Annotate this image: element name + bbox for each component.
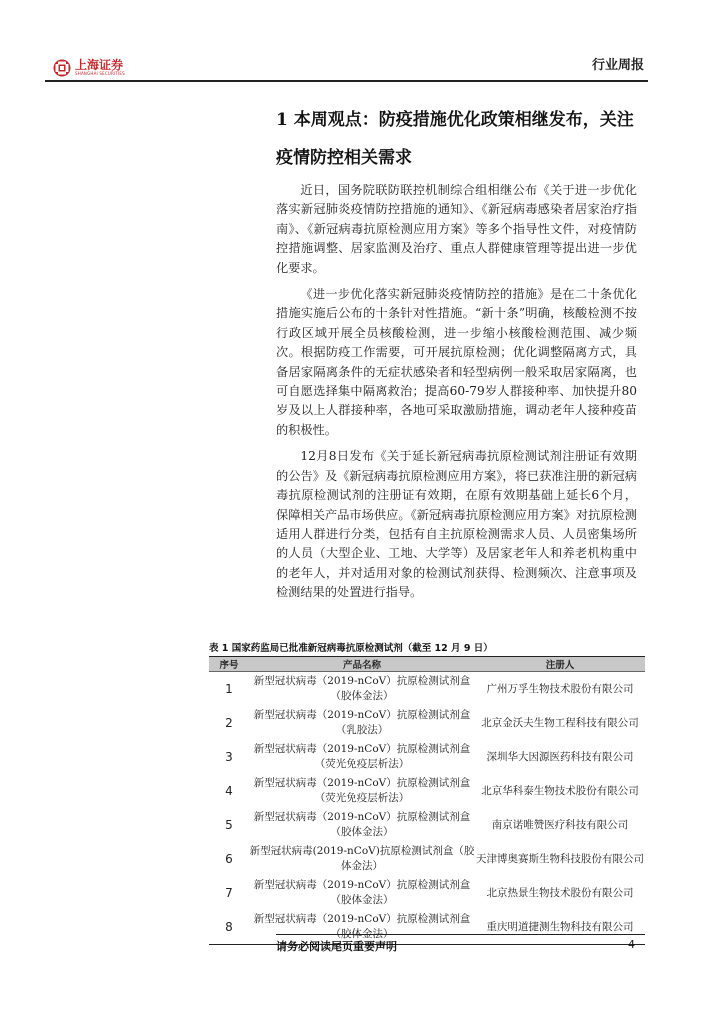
cell-registrant: 北京华科泰生物技术股份有限公司	[481, 784, 639, 797]
cell-product: 新型冠状病毒（2019-nCoV）抗原检测试剂盒（胶体金法）	[253, 675, 471, 702]
logo-english-name: SHANGHAI SECURITIES	[75, 71, 125, 76]
cell-product: 新型冠状病毒（2019-nCoV）抗原检测试剂盒（胶体金法）	[253, 879, 471, 906]
cell-product: 新型冠状病毒（2019-nCoV）抗原检测试剂盒（荧光免疫层析法）	[253, 743, 471, 770]
table-caption: 表 1 国家药监局已批准新冠病毒抗原检测试剂（截至 12 月 9 日）	[209, 643, 493, 654]
cell-number: 1	[225, 681, 233, 696]
paragraph: 12月8日发布《关于延长新冠病毒抗原检测试剂注册证有效期的公告》及《新冠病毒抗原检测应用方案》，将已获准注册的新冠病毒抗原检测试剂的注册证有效期，在原有效期基础上延长6个月，保障相关产品市场供应。《新冠病毒抗原检测应用方案》对抗原检测适用人群进行分类，包括有自主抗原检测需求人员、人员密集场所的人员（大型企业、工地、大学等）及居家老年人和养老机构重中的老年人，并对适用对象的检测试剂获得、检测频次、注意事项及检测结果的处置进行指导。	[276, 449, 637, 600]
cell-registrant: 广州万孚生物技术股份有限公司	[486, 682, 634, 695]
page-header	[45, 50, 648, 82]
table-row	[209, 876, 645, 910]
disclaimer-note: 请务必阅读尾页重要声明	[276, 940, 397, 953]
cell-registrant: 重庆明道捷测生物科技有限公司	[475, 910, 645, 945]
cell-product: 新型冠状病毒（2019-nCoV）抗原检测试剂盒（乳胶法）	[253, 709, 471, 736]
cell-number: 8	[209, 910, 249, 945]
report-type-label: 行业周报	[591, 58, 644, 73]
cell-product: 新型冠状病毒(2019-nCoV)抗原检测试剂盒（胶体金法）	[249, 845, 475, 872]
cell-product: 新型冠状病毒（2019-nCoV）抗原检测试剂盒（胶体金法）	[253, 811, 471, 838]
table-row	[209, 808, 645, 842]
cell-registrant: 天津博奥赛斯生物科技股份有限公司	[476, 852, 644, 865]
paragraph: 《进一步优化落实新冠肺炎疫情防控的措施》是在二十条优化措施实施后公布的十条针对性措施。“新十条”明确，核酸检测不按行政区域开展全员核酸检测，进一步缩小核酸检测范围、减少频次。根据防疫工作需要，可开展抗原检测；优化调整隔离方式，具备居家隔离条件的无症状感染者和轻型病例一般采取居家隔离，也可自愿选择集中隔离救治；提高60-79岁人群接种率、加快提升80岁及以上人群接种率，各地可采取激励措施，调动老年人接种疫苗的积极性。	[276, 287, 637, 437]
table-row	[209, 774, 645, 808]
header-product: 产品名称	[249, 657, 475, 672]
logo-mark-icon	[53, 59, 71, 77]
table-row	[209, 842, 645, 876]
table-row	[209, 672, 645, 707]
cell-registrant: 北京金沃夫生物工程科技有限公司	[481, 716, 639, 729]
approved-reagents-table	[209, 642, 645, 945]
cell-product: 新型冠状病毒（2019-nCoV）抗原检测试剂盒（荧光免疫层析法）	[253, 777, 471, 804]
cell-number: 2	[225, 715, 233, 730]
header-number: 序号	[209, 657, 249, 672]
table-header-row	[209, 657, 645, 672]
cell-number: 3	[225, 749, 233, 764]
cell-number: 5	[225, 817, 233, 832]
cell-number: 6	[225, 851, 233, 866]
table-row	[209, 706, 645, 740]
cell-number: 4	[225, 783, 233, 798]
body-text	[276, 181, 637, 610]
cell-product: 新型冠状病毒（2019-nCoV）抗原检测试剂盒（胶体金法）	[249, 910, 475, 945]
cell-registrant: 北京热景生物技术股份有限公司	[486, 886, 634, 899]
logo-chinese-name: 上海证券	[75, 58, 124, 72]
cell-registrant: 南京诺唯赞医疗科技有限公司	[491, 818, 629, 831]
section-heading: 1 本周观点：防疫措施优化政策相继发布，关注疫情防控相关需求	[276, 110, 634, 168]
table-row	[209, 740, 645, 774]
company-logo	[53, 59, 125, 77]
paragraph: 近日，国务院联防联控机制综合组相继公布《关于进一步优化落实新冠肺炎疫情防控措施的通知》、《新冠病毒感染者居家治疗指南》、《新冠病毒抗原检测应用方案》等多个指导性文件，对疫情防控措施调整、居家监测及治疗、重点人群健康管理等提出进一步优化要求。	[276, 183, 637, 275]
page-footer	[276, 934, 645, 955]
header-divider	[45, 80, 648, 82]
page-number: 4	[628, 938, 635, 951]
cell-number: 7	[225, 885, 233, 900]
header-registrant: 注册人	[475, 657, 645, 672]
cell-registrant: 深圳华大因源医药科技有限公司	[486, 750, 634, 763]
